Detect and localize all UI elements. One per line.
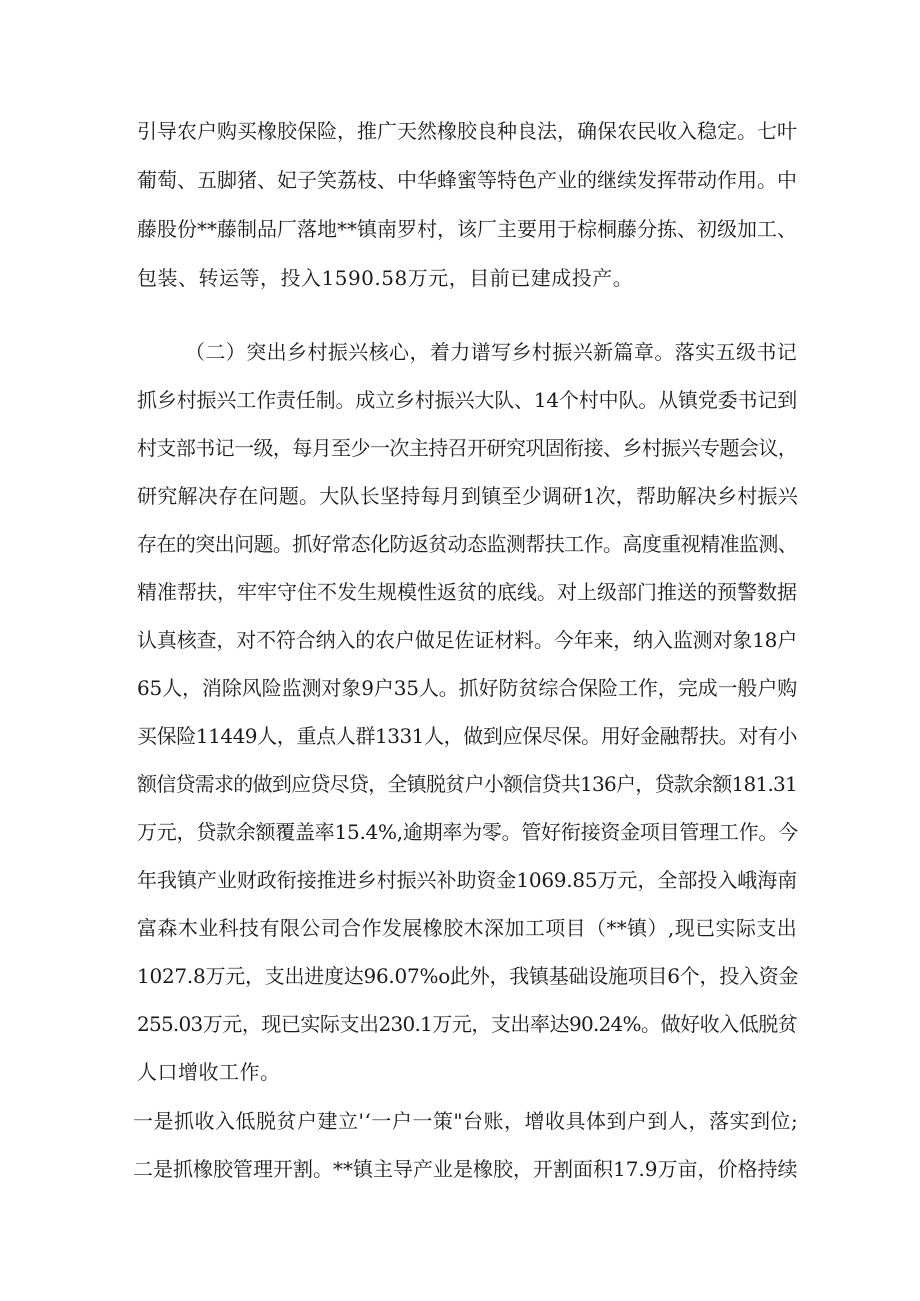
paragraph-2-line-15: 255.03万元，现已实际支出230.1万元，支出率达90.24%。做好收入低脱贫 (137, 1012, 797, 1036)
paragraph-2-line-4: 研究解决存在问题。大队长坚持每月到镇至少调研1次，帮助解决乡村振兴 (137, 484, 798, 508)
paragraph-1-line-2: 葡萄、五脚猪、妃子笑荔枝、中华蜂蜜等特色产业的继续发挥带动作用。中 (137, 168, 797, 192)
paragraph-2-line-13: 富森木业科技有限公司合作发展橡胶木深加工项目（**镇）,现已实际支出 (137, 916, 797, 940)
paragraph-2-line-7: 认真核查，对不符合纳入的农户做足佐证材料。今年来，纳入监测对象18户 (137, 628, 797, 652)
paragraph-3-line-2: 二是抓橡胶管理开割。**镇主导产业是橡胶，开割面积17.9万亩，价格持续 (133, 1157, 798, 1181)
paragraph-3-line-1: 一是抓收入低脱贫户建立'‘一户一策"台账，增收具体到户到人，落实到位; (133, 1109, 799, 1133)
paragraph-1-line-1: 引导农户购买橡胶保险，推广天然橡胶良种良法，确保农民收入稳定。七叶 (137, 119, 797, 143)
paragraph-2-line-9: 买保险11449人，重点人群1331人，做到应保尽保。用好金融帮扶。对有小 (137, 724, 797, 748)
paragraph-2-line-12: 年我镇产业财政衔接推进乡村振兴补助资金1069.85万元，全部投入峨海南 (137, 868, 797, 892)
paragraph-1-line-4: 包装、转运等，投入1590.58万元，目前已建成投产。 (137, 266, 634, 290)
paragraph-2-line-5: 存在的突出问题。抓好常态化防返贫动态监测帮扶工作。高度重视精准监测、 (137, 532, 797, 556)
paragraph-2-line-1: （二）突出乡村振兴核心，着力谱写乡村振兴新篇章。落实五级书记 (185, 340, 797, 364)
paragraph-1-line-3: 藤股份**藤制品厂落地**镇南罗村，该厂主要用于棕桐藤分拣、初级加工、 (137, 217, 797, 241)
paragraph-2-line-3: 村支部书记一级，每月至少一次主持召开研究巩固衔接、乡村振兴专题会议， (137, 436, 797, 460)
paragraph-2-line-10: 额信贷需求的做到应贷尽贷，全镇脱贫户小额信贷共136户，贷款余额181.31 (137, 772, 797, 796)
paragraph-2-line-8: 65人，消除风险监测对象9户35人。抓好防贫综合保险工作，完成一般户购 (137, 676, 797, 700)
paragraph-2-line-16: 人口增收工作。 (137, 1060, 281, 1084)
paragraph-2-line-6: 精准帮扶，牢牢守住不发生规模性返贫的底线。对上级部门推送的预警数据 (137, 580, 797, 604)
paragraph-2-line-11: 万元，贷款余额覆盖率15.4%,逾期率为零。管好衔接资金项目管理工作。今 (137, 820, 798, 844)
paragraph-2-line-14: 1027.8万元，支出进度达96.07%o此外，我镇基础设施项目6个，投入资金 (137, 964, 799, 988)
paragraph-2-line-2: 抓乡村振兴工作责任制。成立乡村振兴大队、14个村中队。从镇党委书记到 (137, 388, 797, 412)
